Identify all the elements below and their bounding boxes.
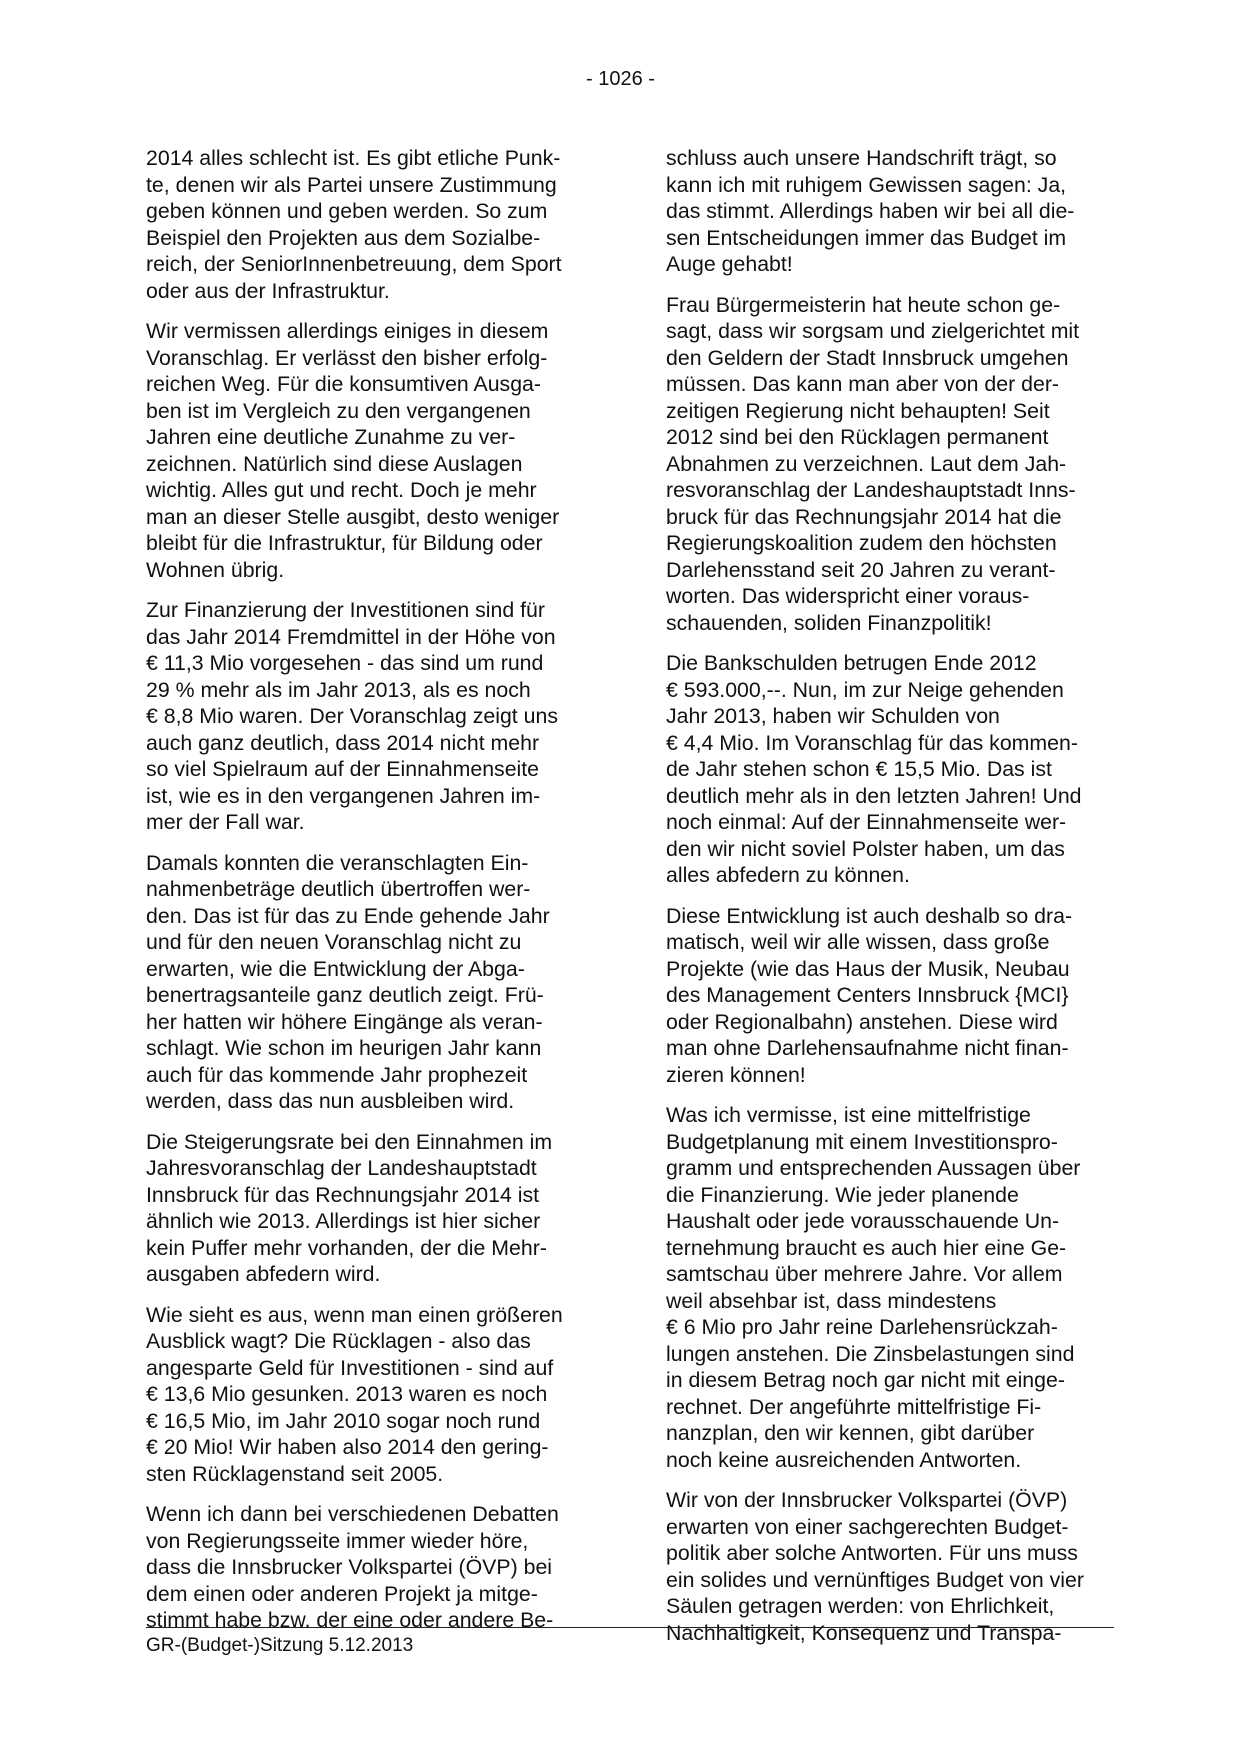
paragraph: Wie sieht es aus, wenn man einen größeren Ausblick wagt? Die Rücklagen - also das angesparte Geld für Investitionen - sind auf € 13,6 Mio gesunken. 2013 waren es noch € 16,5 Mio, im Jahr 2010 sogar noch rund € 20 Mio! Wir haben also 2014 den gering- sten Rücklagenstand seit 2005.: [146, 1302, 563, 1486]
paragraph: 2014 alles schlecht ist. Es gibt etliche Punk- te, denen wir als Partei unsere Zustimmung geben können und geben werden. So zum Beispiel den Projekten aus dem Sozialbe- reich, der SeniorInnenbetreuung, dem Sport oder aus der Infrastruktur.: [146, 146, 562, 303]
paragraph: Zur Finanzierung der Investitionen sind für das Jahr 2014 Fremdmittel in der Höhe von € 11,3 Mio vorgesehen - das sind um rund 29 % mehr als im Jahr 2013, als es noch € 8,8 Mio waren. Der Voranschlag zeigt uns auch ganz deutlich, dass 2014 nicht mehr so viel Spielraum auf der Einnahmenseite ist, wie es in den vergangenen Jahren im- mer der Fall war.: [146, 598, 558, 834]
paragraph: Damals konnten die veranschlagten Ein- nahmenbeträge deutlich übertroffen wer- den. Das ist für das zu Ende gehende Jahr und für den neuen Voranschlag nicht zu erwarten, wie die Entwicklung der Abga- benertragsanteile ganz deutlich zeigt. Frü- her hatten wir höhere Eingänge als veran- schlagt. Wie schon im heurigen Jahr kann auch für das kommende Jahr prophezeit werden, dass das nun ausbleiben wird.: [146, 850, 550, 1113]
paragraph: Was ich vermisse, ist eine mittelfristige Budgetplanung mit einem Investitionspro- gramm und entsprechenden Aussagen über die Finanzierung. Wie jeder planende Haushalt oder jede vorausschauende Un- ternehmung braucht es auch hier eine Ge- samtschau über mehrere Jahre. Vor allem weil absehbar ist, dass mindestens € 6 Mio pro Jahr reine Darlehensrückzah- lungen anstehen. Die Zinsbelastungen sind in diesem Betrag noch gar nicht mit einge- rechnet. Der angeführte mittelfristige Fi- nanzplan, den wir kennen, gibt darüber noch keine ausreichenden Antworten.: [666, 1103, 1081, 1472]
paragraph: Die Steigerungsrate bei den Einnahmen im Jahresvoranschlag der Landeshauptstadt Innsbruck für das Rechnungsjahr 2014 ist ähnlich wie 2013. Allerdings ist hier sicher kein Puffer mehr vorhanden, der die Mehr- ausgaben abfedern wird.: [146, 1129, 553, 1286]
paragraph: Die Bankschulden betrugen Ende 2012 € 593.000,--. Nun, im zur Neige gehenden Jahr 2013, haben wir Schulden von € 4,4 Mio. Im Voranschlag für das kommen- de Jahr stehen schon € 15,5 Mio. Das ist deutlich mehr als in den letzten Jahren! Und noch einmal: Auf der Einnahmenseite wer- den wir nicht soviel Polster haben, um das alles abfedern zu können.: [666, 651, 1082, 887]
paragraph: Wenn ich dann bei verschiedenen Debatten von Regierungsseite immer wieder höre, dass die Innsbrucker Volkspartei (ÖVP) bei dem einen oder anderen Projekt ja mitge- stimmt habe bzw. der eine oder andere Be-: [146, 1502, 559, 1632]
paragraph: Wir vermissen allerdings einiges in diesem Voranschlag. Er verlässt den bisher erfolg- reichen Weg. Für die konsumtiven Ausga- ben ist im Vergleich zu den vergangenen Jahren eine deutliche Zunahme zu ver- zeichnen. Natürlich sind diese Auslagen wichtig. Alles gut und recht. Doch je mehr man an dieser Stelle ausgibt, desto weniger bleibt für die Infrastruktur, für Bildung oder Wohnen übrig.: [146, 319, 560, 582]
paragraph: schluss auch unsere Handschrift trägt, so kann ich mit ruhigem Gewissen sagen: Ja, das stimmt. Allerdings haben wir bei all die- sen Entscheidungen immer das Budget im Auge gehabt!: [666, 146, 1075, 276]
left-column: [146, 145, 598, 1648]
paragraph: Wir von der Innsbrucker Volkspartei (ÖVP) erwarten von einer sachgerechten Budget- politik aber solche Antworten. Für uns muss ein solides und vernünftiges Budget von vier Säulen getragen werden: von Ehrlichkeit, Nachhaltigkeit, Konsequenz und Transpa-: [666, 1488, 1084, 1645]
page-number: - 1026 -: [586, 68, 655, 90]
paragraph: Diese Entwicklung ist auch deshalb so dra- matisch, weil wir alle wissen, dass große Projekte (wie das Haus der Musik, Neubau des Management Centers Innsbruck {MCI} oder Regionalbahn) anstehen. Diese wird man ohne Darlehensaufnahme nicht finan- zieren können!: [666, 903, 1073, 1087]
footer-divider: [146, 1627, 1114, 1628]
footer-session-label: GR-(Budget-)Sitzung 5.12.2013: [146, 1635, 414, 1656]
right-column: [666, 145, 1118, 1660]
paragraph: Frau Bürgermeisterin hat heute schon ge- sagt, dass wir sorgsam und zielgerichtet mit den Geldern der Stadt Innsbruck umgehen müssen. Das kann man aber von der der- zeitigen Regierung nicht behaupten! Seit 2012 sind bei den Rücklagen permanent Abnahmen zu verzeichnen. Laut dem Jah- resvoranschlag der Landeshauptstadt Inns- bruck für das Rechnungsjahr 2014 hat die Regierungskoalition zudem den höchsten Darlehensstand seit 20 Jahren zu verant- worten. Das widerspricht einer voraus- schauenden, soliden Finanzpolitik!: [666, 292, 1080, 635]
